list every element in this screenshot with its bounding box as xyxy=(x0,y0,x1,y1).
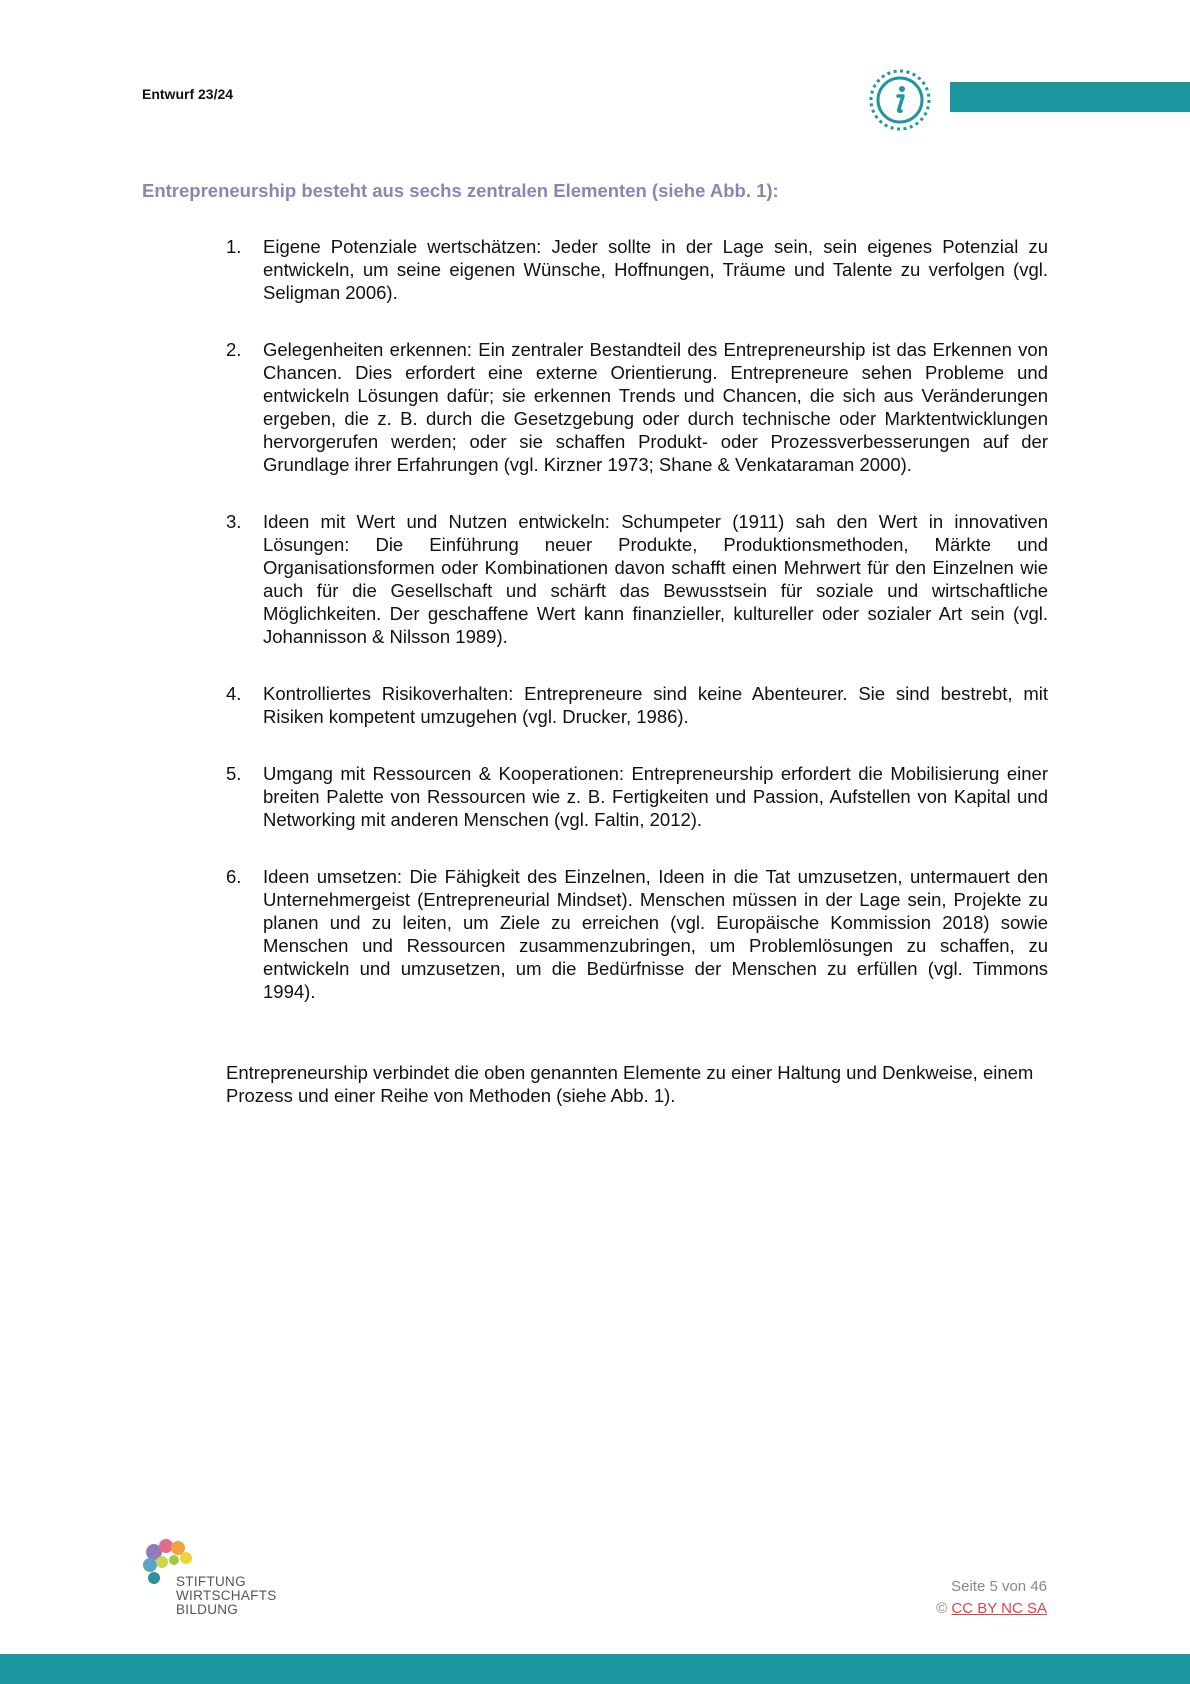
license-line xyxy=(936,1600,1047,1617)
license-link[interactable]: CC BY NC SA xyxy=(951,1600,1047,1617)
elements-list xyxy=(226,235,1048,1037)
list-number: 2. xyxy=(226,339,242,360)
header-accent-bar xyxy=(950,82,1190,112)
page-number: Seite 5 von 46 xyxy=(951,1578,1047,1595)
list-number: 5. xyxy=(226,763,242,784)
list-item xyxy=(226,682,1048,728)
list-item xyxy=(226,338,1048,476)
list-item-text: Ideen umsetzen: Die Fähigkeit des Einzelnen, Ideen in die Tat umzusetzen, untermauert den Unternehmergeist (Entrepreneurial Mindset). Menschen müssen in der Lage sein, Projekte zu planen und zu leiten, um Ziele zu erreichen (vgl. Europäische Kommission 2018) sowie Menschen und Ressourcen zusammenzubringen, um Problemlösungen zu schaffen, zu entwickeln und umzusetzen, um die Bedürfnisse der Menschen zu erfüllen (vgl. Timmons 1994). xyxy=(263,866,1048,1002)
list-item-text: Kontrolliertes Risikoverhalten: Entrepreneure sind keine Abenteurer. Sie sind bestrebt, mit Risiken kompetent umzugehen (vgl. Drucker, 1986). xyxy=(263,683,1048,727)
info-icon xyxy=(868,68,932,132)
copyright-symbol: © xyxy=(936,1600,948,1617)
logo-text: STIFTUNG WIRTSCHAFTS BILDUNG xyxy=(176,1574,277,1617)
list-item xyxy=(226,510,1048,648)
footer-accent-bar xyxy=(0,1654,1190,1684)
list-number: 1. xyxy=(226,236,242,257)
list-item-text: Ideen mit Wert und Nutzen entwickeln: Schumpeter (1911) sah den Wert in innovativen Lösungen: Die Einführung neuer Produkte, Produktionsmethoden, Märkte und Organisationsformen oder Kombinationen davon schafft einen Mehrwert für den Einzelnen wie auch für die Gesellschaft und schärft das Bewusstsein für soziale und wirtschaftliche Möglichkeiten. Der geschaffene Wert kann finanzieller, kultureller oder sozialer Art sein (vgl. Johannisson & Nilsson 1989). xyxy=(263,511,1048,647)
closing-paragraph: Entrepreneurship verbindet die oben genannten Elemente zu einer Haltung und Denkweise, einem Prozess und einer Reihe von Methoden (siehe Abb. 1). xyxy=(226,1062,1034,1106)
section-heading: Entrepreneurship besteht aus sechs zentralen Elementen (siehe Abb. 1): xyxy=(142,180,779,201)
list-item xyxy=(226,235,1048,304)
draft-label: Entwurf 23/24 xyxy=(142,86,234,102)
list-number: 3. xyxy=(226,511,242,532)
list-item-text: Umgang mit Ressourcen & Kooperationen: Entrepreneurship erfordert die Mobilisierung einer breiten Palette von Ressourcen wie z. B. Fertigkeiten und Passion, Aufstellen von Kapital und Networking mit anderen Menschen (vgl. Faltin, 2012). xyxy=(263,763,1048,830)
list-item-text: Eigene Potenziale wertschätzen: Jeder sollte in der Lage sein, sein eigenes Potenzial zu entwickeln, um seine eigenen Wünsche, Hoffnungen, Träume und Talente zu verfolgen (vgl. Seligman 2006). xyxy=(263,236,1048,303)
list-item xyxy=(226,865,1048,1003)
list-number: 6. xyxy=(226,866,242,887)
list-item xyxy=(226,762,1048,831)
list-item-text: Gelegenheiten erkennen: Ein zentraler Bestandteil des Entrepreneurship ist das Erkennen von Chancen. Dies erfordert eine externe Orientierung. Entrepreneure sehen Probleme und entwickeln Lösungen dafür; sie erkennen Trends und Chancen, die sich aus Veränderungen ergeben, die z. B. durch die Gesetzgebung oder durch technische oder Marktentwicklungen hervorgerufen werden; oder sie schaffen Produkt- oder Prozessverbesserungen auf der Grundlage ihrer Erfahrungen (vgl. Kirzner 1973; Shane & Venkataraman 2000). xyxy=(263,339,1048,475)
list-number: 4. xyxy=(226,683,242,704)
